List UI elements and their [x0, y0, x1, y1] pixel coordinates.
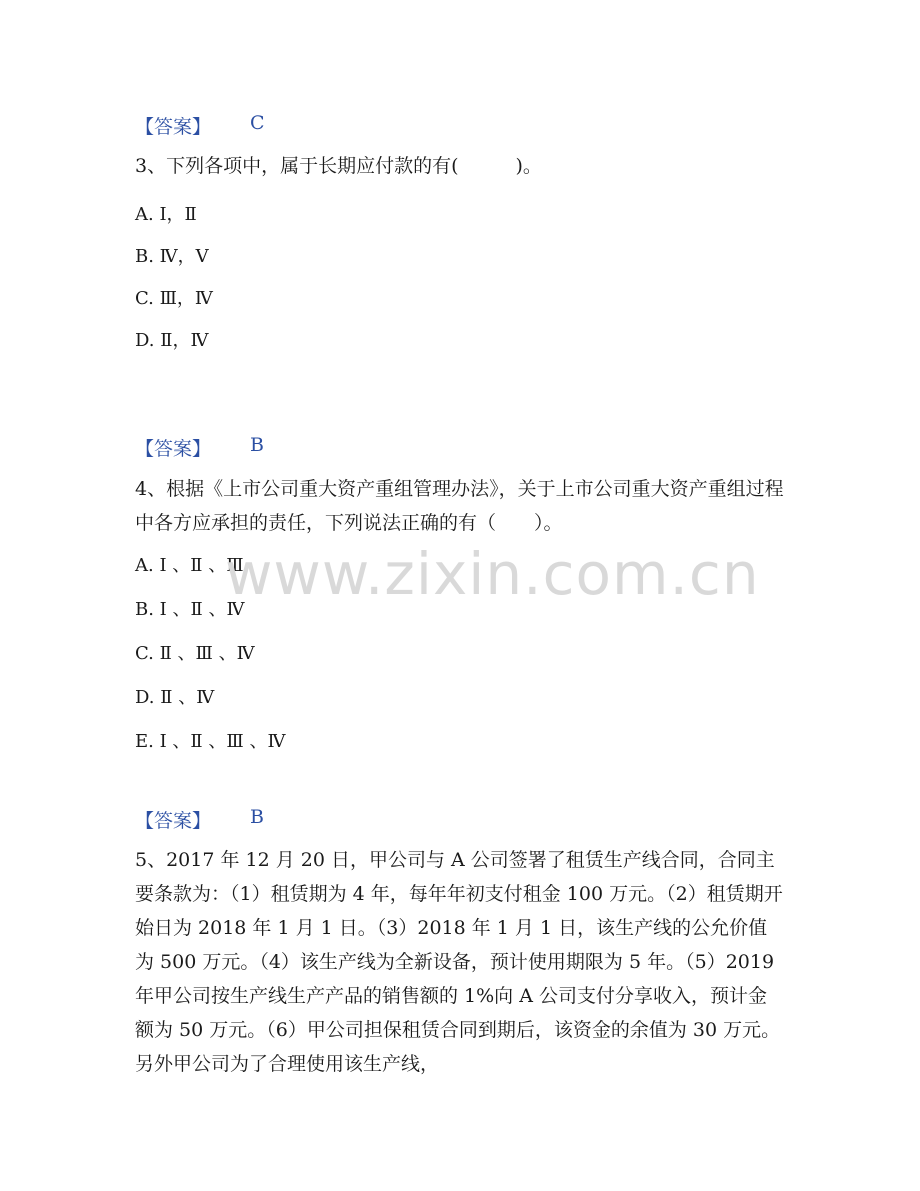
answer-value: B — [250, 806, 264, 828]
question-4-option-a: A. Ⅰ 、Ⅱ 、Ⅲ — [135, 555, 244, 576]
answer-label: 【答案】 — [135, 116, 212, 138]
question-3-option-d: D. Ⅱ，Ⅳ — [135, 330, 209, 351]
answer-label: 【答案】 — [135, 438, 212, 460]
answer-row-3 — [135, 806, 264, 833]
question-4-option-b: B. Ⅰ 、Ⅱ 、Ⅳ — [135, 599, 245, 620]
question-3-option-c: C. Ⅲ，Ⅳ — [135, 288, 213, 309]
question-3-option-a: A. Ⅰ，Ⅱ — [135, 204, 197, 225]
answer-row-1 — [135, 112, 265, 139]
question-4-option-c: C. Ⅱ 、Ⅲ 、Ⅳ — [135, 643, 255, 664]
question-3-option-b: B. Ⅳ，Ⅴ — [135, 246, 209, 267]
answer-row-2 — [135, 434, 264, 461]
question-5-text: 5、2017 年 12 月 20 日，甲公司与 A 公司签署了租赁生产线合同，合同主要条款为：（1）租赁期为 4 年，每年年初支付租金 100 万元。（2）租赁期开始日为 2018 年 1 月 1 日。（3）2018 年 1 月 1 日，该生产线的公允价值为 500 万元。（4）该生产线为全新设备，预计使用期限为 5 年。（5）2019 年甲公司按生产线生产产品的销售额的 1%向 A 公司支付分享收入，预计金额为 50 万元。（6）甲公司担保租赁合同到期后，该资金的余值为 30 万元。另外甲公司为了合理使用该生产线， — [135, 849, 783, 1075]
question-4-text: 4、根据《上市公司重大资产重组管理办法》，关于上市公司重大资产重组过程中各方应承担的责任，下列说法正确的有（ ）。 — [135, 478, 784, 534]
answer-value: C — [250, 112, 265, 134]
question-3-text: 3、下列各项中，属于长期应付款的有( )。 — [135, 155, 542, 177]
answer-value: B — [250, 434, 264, 456]
question-4-option-e: E. Ⅰ 、Ⅱ 、Ⅲ 、Ⅳ — [135, 731, 286, 752]
answer-label: 【答案】 — [135, 810, 212, 832]
watermark: www.zixin.com.cn — [225, 540, 760, 608]
question-4-option-d: D. Ⅱ 、Ⅳ — [135, 687, 215, 708]
